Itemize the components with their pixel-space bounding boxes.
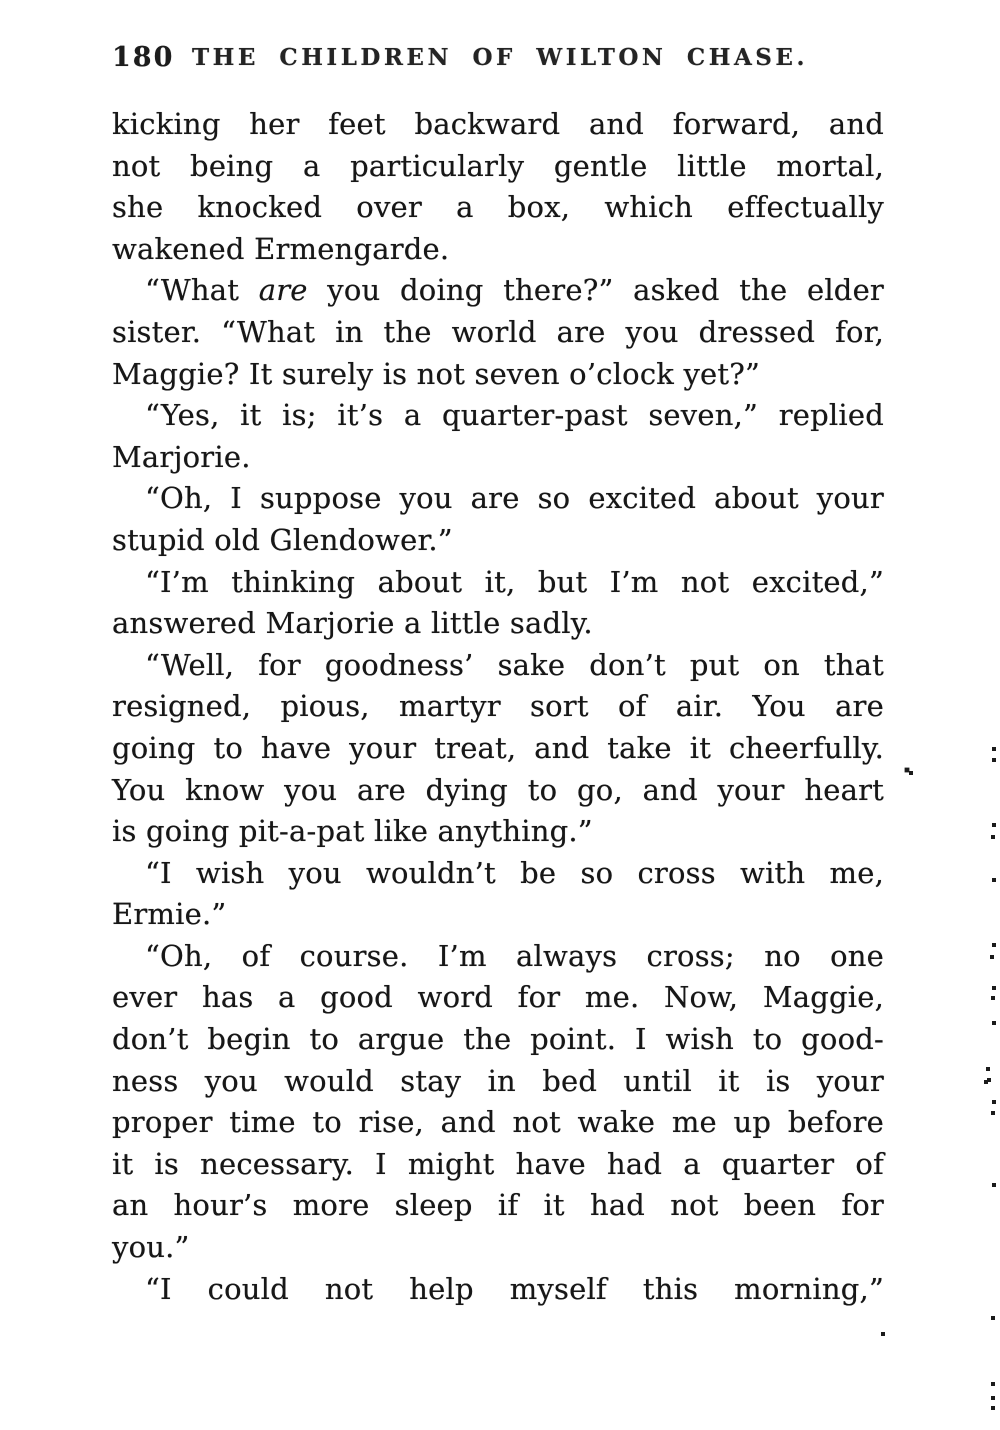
text-line: “What are you doing there?” asked the elder [145,273,884,308]
text-line: it is necessary. I might have had a quarter of [112,1146,884,1181]
text-line: answered Marjorie a little sadly. [112,606,593,641]
text-line: “Oh, I suppose you are so excited about your [145,481,884,516]
text-line: not being a particularly gentle little mortal, [112,148,884,183]
page-number: 180 [112,42,175,73]
text-line: “I could not help myself this morning,” [145,1271,884,1306]
text-line: proper time to rise, and not wake me up before [112,1105,884,1140]
text-line: she knocked over a box, which effectually [112,190,884,225]
text-line: Ermie.” [112,897,227,932]
text-line: you.” [112,1230,190,1265]
text-line: is going pit-a-pat like anything.” [112,814,593,849]
text-line: “Oh, of course. I’m always cross; no one [145,938,884,973]
paragraph-3 [112,395,884,478]
text-line: resigned, pious, martyr sort of air. You are [112,689,884,724]
text-line: ever has a good word for me. Now, Maggie, [112,980,884,1015]
paragraph-7 [112,853,884,936]
paragraph-9 [112,1269,884,1311]
text-block [112,104,884,1310]
text-line: sister. “What in the world are you dressed for, [112,314,884,349]
text-line: don’t begin to argue the point. I wish to good- [112,1022,884,1057]
text-line: an hour’s more sleep if it had not been for [112,1188,884,1223]
paragraph-4 [112,478,884,561]
paragraph-6 [112,645,884,853]
text-line: stupid old Glendower.” [112,522,453,557]
text-line: You know you are dying to go, and your heart [112,772,884,807]
text-line: “I’m thinking about it, but I’m not excited,” [145,564,884,599]
paragraph-1 [112,104,884,270]
scan-speck-noise [0,0,2,2]
text-line: Maggie? It surely is not seven o’clock yet?” [112,356,761,391]
text-line: ness you would stay in bed until it is your [112,1063,884,1098]
paragraph-2 [112,270,884,395]
text-line: wakened Ermengarde. [112,231,450,266]
text-line: “Well, for goodness’ sake don’t put on that [145,647,884,682]
text-line: kicking her feet backward and forward, and [112,107,884,141]
paragraph-5 [112,562,884,645]
text-line: “Yes, it is; it’s a quarter-past seven,” replied [145,398,884,433]
text-line: going to have your treat, and take it cheerfully. [112,730,884,765]
paragraph-8 [112,936,884,1269]
running-title: THE CHILDREN OF WILTON CHASE. [192,44,808,71]
text-line: “I wish you wouldn’t be so cross with me, [145,855,884,890]
page-header [0,42,1000,76]
text-line: Marjorie. [112,439,251,474]
